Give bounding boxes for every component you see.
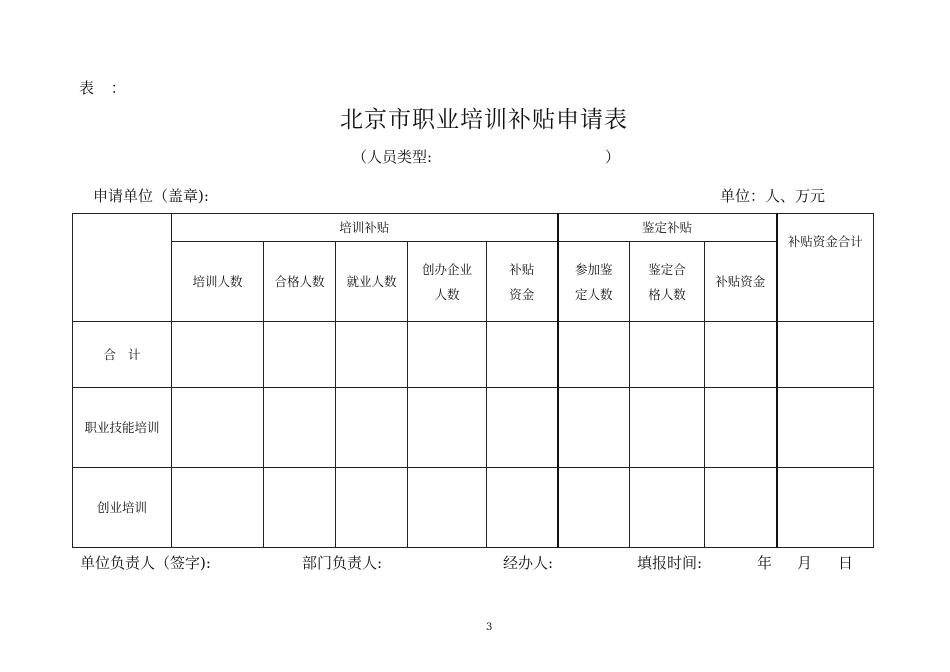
column-header: 合格人数 — [264, 242, 336, 322]
column-header-total-subsidy: 补贴资金合计 — [777, 214, 874, 322]
column-header: 补贴资金 — [487, 242, 558, 322]
table-cell — [777, 388, 874, 468]
subsidy-table — [72, 213, 874, 548]
table-cell — [777, 322, 874, 388]
corner-cell — [73, 214, 172, 322]
group-header-training: 培训补贴 — [172, 214, 558, 242]
subtitle — [352, 146, 621, 167]
page-title: 北京市职业培训补贴申请表 — [340, 107, 628, 133]
table-cell — [558, 388, 630, 468]
column-header: 补贴资金 — [705, 242, 777, 322]
table-cell — [172, 468, 264, 548]
column-header: 就业人数 — [336, 242, 408, 322]
table-cell — [630, 388, 705, 468]
table-cell — [487, 468, 558, 548]
row-header-vocational-training: 职业技能培训 — [73, 388, 172, 468]
column-header: 参加鉴定人数 — [558, 242, 630, 322]
row-header-entrepreneurship-training: 创业培训 — [73, 468, 172, 548]
table-cell — [336, 468, 408, 548]
table-cell — [336, 388, 408, 468]
table-cell — [408, 322, 487, 388]
table-cell — [630, 468, 705, 548]
table-cell — [630, 322, 705, 388]
row-header-total: 合计 — [73, 322, 172, 388]
table-cell — [264, 322, 336, 388]
table-cell — [264, 468, 336, 548]
group-header-appraisal: 鉴定补贴 — [558, 214, 777, 242]
table-cell — [487, 322, 558, 388]
table-cell — [408, 388, 487, 468]
unit-label: 单位：人、万元 — [720, 187, 826, 205]
footer-month: 月 — [797, 554, 813, 572]
footer-fill-date: 填报时间: — [637, 554, 703, 572]
page-number: 3 — [486, 622, 493, 633]
footer-department-head: 部门负责人: — [302, 554, 383, 572]
form-label: 表 ： — [79, 79, 132, 97]
subtitle-personnel-type: （人员类型: — [352, 148, 433, 166]
applicant-unit-label: 申请单位（盖章): — [93, 187, 209, 205]
table-cell — [558, 322, 630, 388]
table-cell — [705, 388, 777, 468]
column-header: 鉴定合格人数 — [630, 242, 705, 322]
table-cell — [705, 468, 777, 548]
footer-responsible-signature: 单位负责人（签字): — [80, 554, 211, 572]
table-cell — [408, 468, 487, 548]
table-cell — [487, 388, 558, 468]
subtitle-close-paren: ） — [605, 148, 621, 166]
table-cell — [172, 388, 264, 468]
table-cell — [172, 322, 264, 388]
table-cell — [777, 468, 874, 548]
footer-day: 日 — [838, 554, 854, 572]
footer-year: 年 — [757, 554, 773, 572]
table-cell — [264, 388, 336, 468]
table-cell — [705, 322, 777, 388]
column-header: 创办企业人数 — [408, 242, 487, 322]
footer-handler: 经办人: — [503, 554, 554, 572]
table-cell — [336, 322, 408, 388]
column-header: 培训人数 — [172, 242, 264, 322]
table-cell — [558, 468, 630, 548]
